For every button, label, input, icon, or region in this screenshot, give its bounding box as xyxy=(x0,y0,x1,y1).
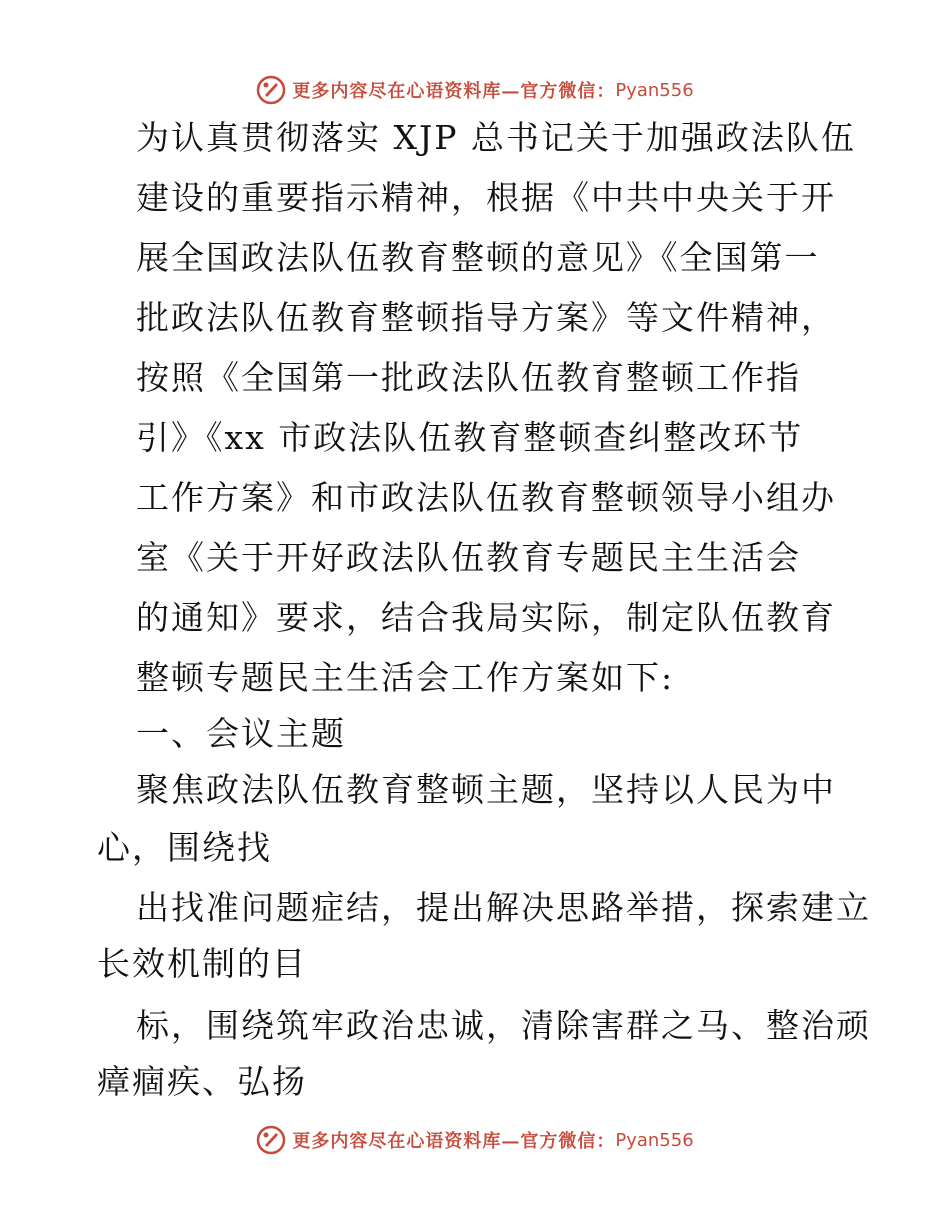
body-line: 为认真贯彻落实 XJP 总书记关于加强政法队伍 xyxy=(136,118,856,157)
banner-text: 更多内容尽在心语资料库—官方微信： xyxy=(292,81,616,102)
body-line: 心，围绕找 xyxy=(97,828,272,867)
body-line: 室《关于开好政法队伍教育专题民主生活会 xyxy=(136,538,801,577)
body-line: 批政法队伍教育整顿指导方案》等文件精神， xyxy=(136,298,836,337)
body-line: 的通知》要求，结合我局实际，制定队伍教育 xyxy=(136,598,836,637)
body-line: 整顿专题民主生活会工作方案如下: xyxy=(136,658,675,697)
body-line: 引》《xx 市政法队伍教育整顿查纠整改环节 xyxy=(136,418,804,457)
header-banner xyxy=(0,70,950,110)
body-line: 工作方案》和市政法队伍教育整顿领导小组办 xyxy=(136,478,836,517)
footer-banner xyxy=(0,1120,950,1160)
body-line: 长效机制的目 xyxy=(97,944,307,983)
body-line: 出找准问题症结，提出解决思路举措，探索建立 xyxy=(136,888,871,927)
seal-logo-icon xyxy=(256,75,286,105)
body-line: 按照《全国第一批政法队伍教育整顿工作指 xyxy=(136,358,801,397)
body-line: 展全国政法队伍教育整顿的意见》《全国第一 xyxy=(136,238,820,277)
banner-contact: Pyan556 xyxy=(615,79,694,101)
body-line: 标，围绕筑牢政治忠诚，清除害群之马、整治顽 xyxy=(136,1006,871,1045)
banner-contact: Pyan556 xyxy=(615,1129,694,1151)
body-line: 建设的重要指示精神，根据《中共中央关于开 xyxy=(136,178,836,217)
section-heading: 一、会议主题 xyxy=(136,714,346,753)
seal-logo-icon xyxy=(256,1125,286,1155)
body-line: 瘴痼疾、弘扬 xyxy=(97,1062,307,1101)
banner-text: 更多内容尽在心语资料库—官方微信： xyxy=(292,1131,616,1152)
body-line: 聚焦政法队伍教育整顿主题，坚持以人民为中 xyxy=(136,770,836,809)
